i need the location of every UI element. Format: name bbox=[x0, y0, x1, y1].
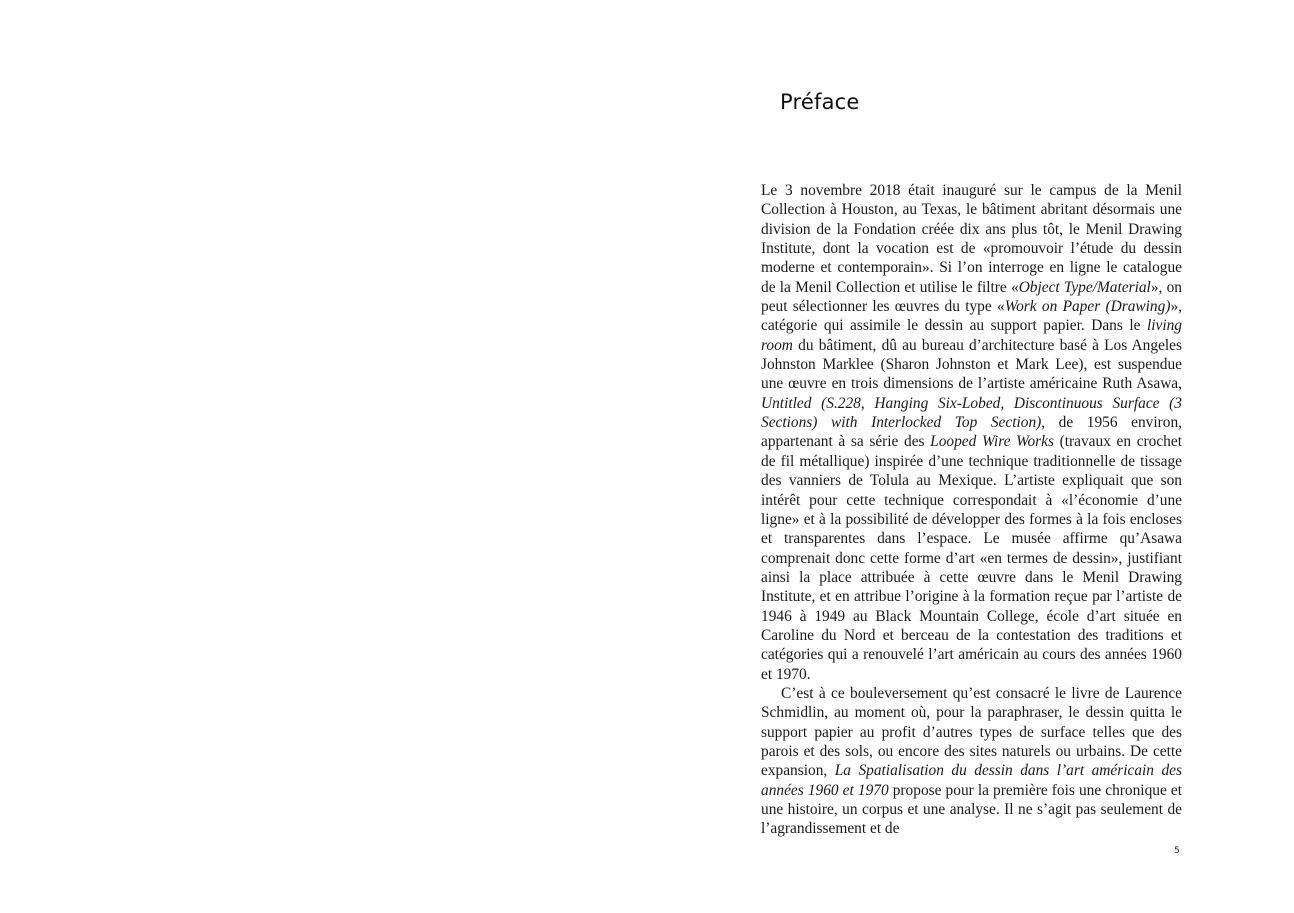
text-run: Le 3 novembre 2018 était inauguré sur le campus de la Menil Collection à Houston, au Texas, le bâtiment abritant désormais une division de la Fondation créée dix ans plus tôt, le Menil Drawing Institute, dont la vocation est de «promouvoir l’étude du dessin moderne et contemporain». Si l’on interroge en ligne le catalogue de la Menil Collection et utilise le filtre « bbox=[761, 182, 1182, 296]
text-run: », on peut sélectionner les œuvres du type « bbox=[761, 278, 1182, 316]
text-run: propose pour la première fois une chronique et une histoire, un corpus et une analyse. Il ne s’agit pas seulement de l’agrandissement et de bbox=[761, 781, 1182, 838]
body-paragraph bbox=[761, 181, 1182, 684]
italic-text-run: Object Type/Material bbox=[1018, 278, 1151, 296]
text-run: », catégorie qui assimile le dessin au support papier. Dans le bbox=[761, 298, 1182, 335]
italic-text-run: La Spatialisation du dessin dans l’art américain des années 1960 et 1970 bbox=[761, 762, 1182, 799]
text-run: (travaux en crochet de fil métallique) inspirée d’une technique traditionnelle de tissage des vanniers de Tolula au Mexique. L’artiste expliquait que son intérêt pour cette technique correspondait à «l’économie d’une ligne» et à la possibilité de développer des formes à la fois encloses et transparentes dans l’espace. Le musée affirme qu’Asawa comprenait donc cette forme d’art «en termes de dessin», justifiant ainsi la place attribuée à cette œuvre dans le Menil Drawing Institute, et en attribue l’origine à la formation reçue par l’artiste de 1946 à 1949 au Black Mountain College, école d’art située en Caroline du Nord et berceau de la contestation des traditions et catégories qui a renouvelé l’art américain au cours des années 1960 et 1970. bbox=[761, 433, 1182, 683]
italic-text-run: living room bbox=[761, 317, 1182, 354]
italic-text-run: Work on Paper (Drawing) bbox=[1004, 298, 1171, 316]
right-page bbox=[647, 0, 1294, 913]
page-title: Préface bbox=[780, 90, 860, 114]
page-number: 5 bbox=[1174, 846, 1180, 856]
body-paragraph bbox=[761, 684, 1182, 839]
italic-text-run: Looped Wire Works bbox=[930, 433, 1054, 451]
text-run: du bâtiment, dû au bureau d’architecture basé à Los Angeles Johnston Marklee (Sharon Johnston et Mark Lee), est suspendue une œuvre en trois dimensions de l’artiste américaine Ruth Asawa, bbox=[761, 336, 1182, 393]
text-run: , de 1956 environ, appartenant à sa série des bbox=[761, 414, 1183, 451]
text-run: C’est à ce bouleversement qu’est consacré le livre de Laurence Schmidlin, au moment où, pour la paraphraser, le dessin quitta le support papier au profit d’autres types de surface telles que des parois et des sols, ou encore des sites naturels ou urbains. De cette expansion, bbox=[761, 684, 1182, 780]
italic-text-run: Untitled (S.228, Hanging Six-Lobed, Discontinuous Surface (3 Sections) with Interlocked Top Section) bbox=[761, 394, 1182, 432]
body-text bbox=[761, 181, 1182, 839]
